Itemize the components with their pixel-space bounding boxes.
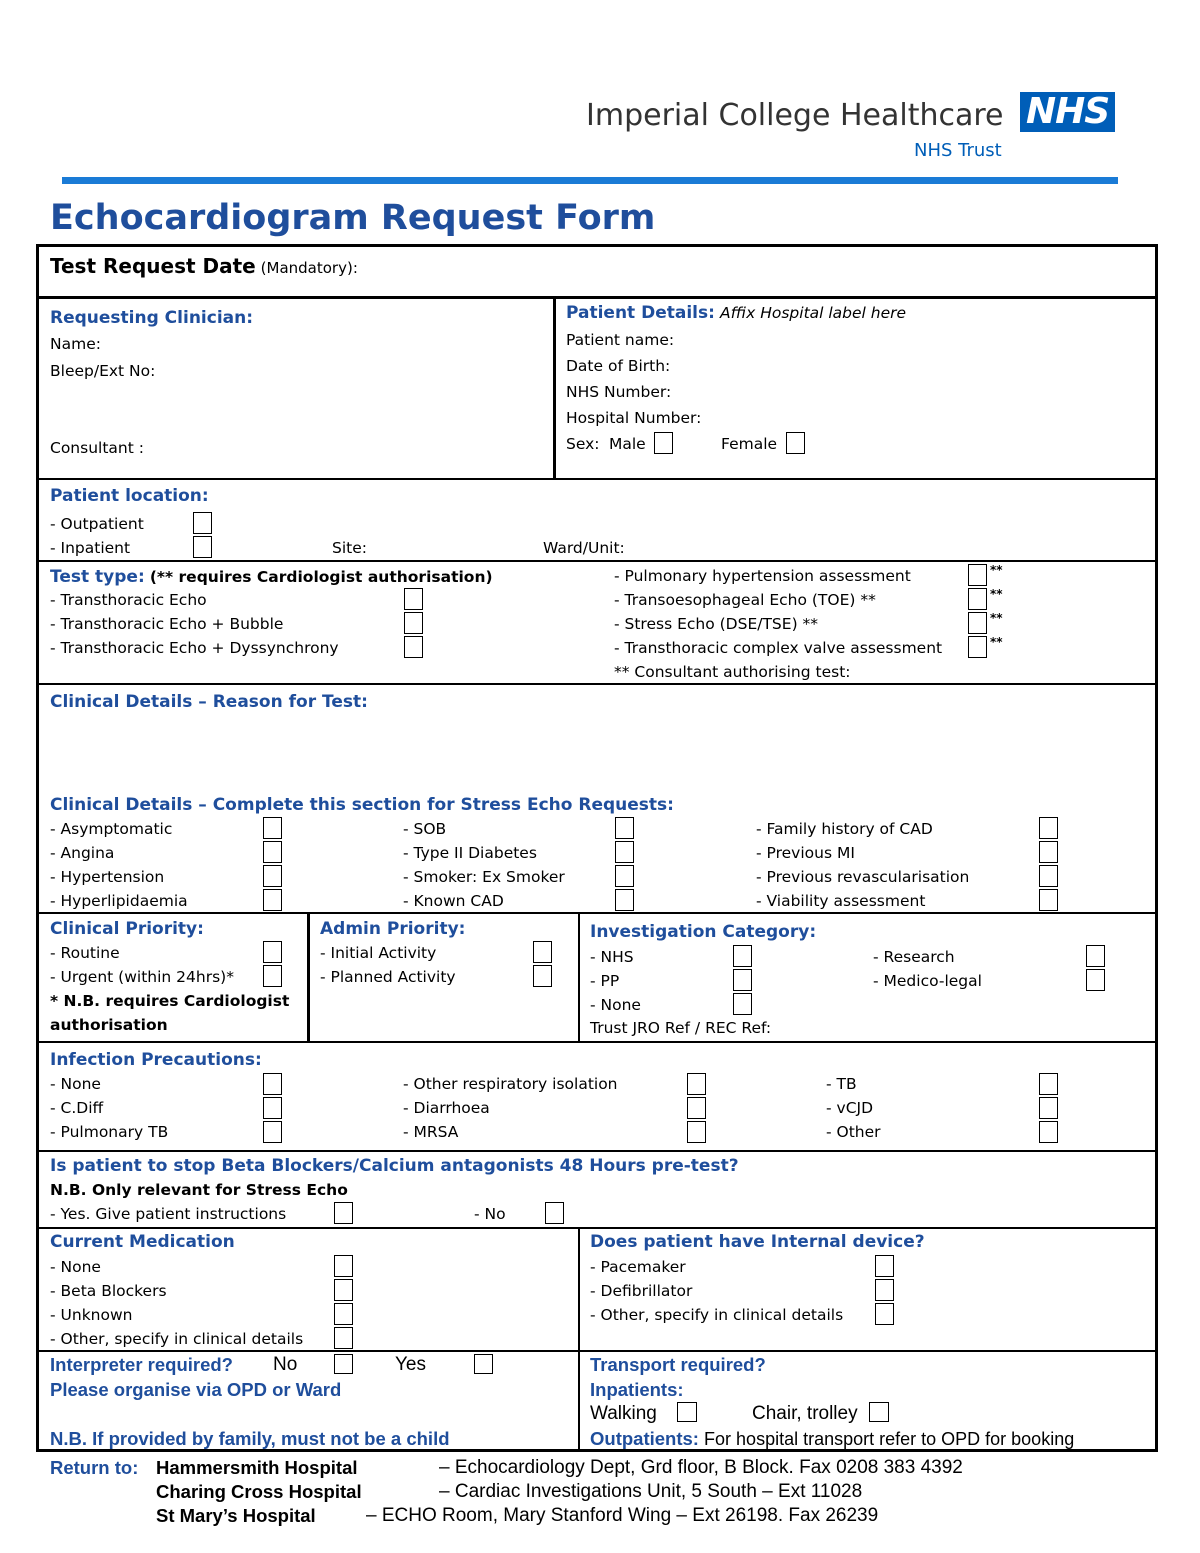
respiratory-isolation-checkbox[interactable] xyxy=(687,1073,706,1095)
admin-initial: - Initial Activity xyxy=(320,944,437,962)
pulm-htn-checkbox[interactable] xyxy=(968,564,987,586)
med-unknown-checkbox[interactable] xyxy=(334,1303,353,1325)
clinical-reason-field[interactable] xyxy=(50,716,1140,790)
device-0: - Pacemaker xyxy=(590,1258,686,1276)
transport-outpatients-text: For hospital transport refer to OPD for booking xyxy=(704,1429,1075,1449)
patient-hospital-number[interactable]: Hospital Number: xyxy=(566,409,702,427)
divider xyxy=(36,1150,1158,1152)
infection-col3-0: - TB xyxy=(826,1075,857,1093)
clinician-consultant[interactable]: Consultant : xyxy=(50,439,144,457)
sob-checkbox[interactable] xyxy=(615,817,634,839)
patient-female-label: Female xyxy=(721,435,778,453)
device-other-checkbox[interactable] xyxy=(875,1303,894,1325)
divider xyxy=(36,1041,1158,1043)
divider xyxy=(36,1227,1158,1229)
stars-3: ** xyxy=(990,635,1003,649)
vcjd-checkbox[interactable] xyxy=(1039,1097,1058,1119)
beta-no-checkbox[interactable] xyxy=(545,1202,564,1224)
medico-legal-checkbox[interactable] xyxy=(1086,969,1105,991)
infection-col3-2: - Other xyxy=(826,1123,881,1141)
stress-col2-3: - Known CAD xyxy=(403,892,504,910)
interpreter-heading: Interpreter required? xyxy=(50,1354,233,1375)
header-rule xyxy=(62,177,1118,184)
divider xyxy=(553,296,556,480)
priority-nb1: * N.B. requires Cardiologist xyxy=(50,992,290,1010)
beta-yes-checkbox[interactable] xyxy=(334,1202,353,1224)
return-hospital-1: Charing Cross Hospital xyxy=(156,1481,362,1502)
stress-col2-0: - SOB xyxy=(403,820,447,838)
complex-valve-checkbox[interactable] xyxy=(968,636,987,658)
return-detail-0: – Echocardiology Dept, Grd floor, B Block. Fax 0208 383 4392 xyxy=(439,1457,963,1478)
divider xyxy=(36,560,1158,562)
walking-checkbox[interactable] xyxy=(677,1402,697,1422)
urgent-checkbox[interactable] xyxy=(263,965,282,987)
nhs-trust: NHS Trust xyxy=(914,140,1002,161)
test-type-right-1: - Transoesophageal Echo (TOE) ** xyxy=(614,591,876,609)
planned-activity-checkbox[interactable] xyxy=(533,965,552,987)
stress-details-heading: Clinical Details – Complete this section for Stress Echo Requests: xyxy=(50,795,674,815)
investigation-heading: Investigation Category: xyxy=(590,922,817,942)
infection-col1-1: - C.Diff xyxy=(50,1099,104,1117)
clinical-reason-heading: Clinical Details – Reason for Test: xyxy=(50,692,368,712)
return-hospital-0: Hammersmith Hospital xyxy=(156,1457,358,1478)
pacemaker-checkbox[interactable] xyxy=(875,1255,894,1277)
patient-heading-label: Patient Details: xyxy=(566,303,715,323)
interpreter-nb: N.B. If provided by family, must not be a child xyxy=(50,1428,450,1449)
male-checkbox[interactable] xyxy=(654,432,673,454)
tte-dyssynchrony-checkbox[interactable] xyxy=(404,636,423,658)
test-type-right-3: - Transthoracic complex valve assessment xyxy=(614,639,943,657)
investigation-right-0: - Research xyxy=(873,948,955,966)
transport-outpatients-label: Outpatients: xyxy=(590,1428,699,1449)
hyperlipidaemia-checkbox[interactable] xyxy=(263,889,282,911)
revascularisation-checkbox[interactable] xyxy=(1039,865,1058,887)
test-type-note: (** requires Cardiologist authorisation) xyxy=(149,568,493,586)
other-infection-checkbox[interactable] xyxy=(1039,1121,1058,1143)
test-type-right-2: - Stress Echo (DSE/TSE) ** xyxy=(614,615,819,633)
stars-2: ** xyxy=(990,611,1003,625)
device-heading: Does patient have Internal device? xyxy=(590,1232,925,1252)
device-2: - Other, specify in clinical details xyxy=(590,1306,844,1324)
diabetes-checkbox[interactable] xyxy=(615,841,634,863)
admin-priority-heading: Admin Priority: xyxy=(320,919,466,939)
location-heading: Patient location: xyxy=(50,486,209,506)
divider xyxy=(36,478,1158,480)
medication-heading: Current Medication xyxy=(50,1232,235,1252)
divider xyxy=(578,912,580,1042)
infection-col1-0: - None xyxy=(50,1075,101,1093)
divider xyxy=(36,1350,1158,1352)
stress-echo-checkbox[interactable] xyxy=(968,612,987,634)
med-none-checkbox[interactable] xyxy=(334,1255,353,1277)
test-request-date[interactable] xyxy=(50,254,358,278)
clinician-name[interactable]: Name: xyxy=(50,335,101,353)
med-other-checkbox[interactable] xyxy=(334,1327,353,1349)
stars-0: ** xyxy=(990,563,1003,577)
priority-routine: - Routine xyxy=(50,944,120,962)
stars-1: ** xyxy=(990,587,1003,601)
stress-col3-0: - Family history of CAD xyxy=(756,820,933,838)
priority-urgent: - Urgent (within 24hrs)* xyxy=(50,968,234,986)
investigation-left-0: - NHS xyxy=(590,948,634,966)
chair-trolley-checkbox[interactable] xyxy=(869,1402,889,1422)
return-detail-2: – ECHO Room, Mary Stanford Wing – Ext 26198. Fax 26239 xyxy=(366,1505,879,1526)
stress-col1-2: - Hypertension xyxy=(50,868,165,886)
patient-male-label: Male xyxy=(609,435,646,453)
test-type-left-0: - Transthoracic Echo xyxy=(50,591,207,609)
family-history-checkbox[interactable] xyxy=(1039,817,1058,839)
stress-col1-0: - Asymptomatic xyxy=(50,820,173,838)
asymptomatic-checkbox[interactable] xyxy=(263,817,282,839)
consultant-authorising[interactable]: ** Consultant authorising test: xyxy=(614,663,851,681)
research-checkbox[interactable] xyxy=(1086,945,1105,967)
patient-affix: Affix Hospital label here xyxy=(720,304,907,322)
stress-col1-1: - Angina xyxy=(50,844,115,862)
beta-heading: Is patient to stop Beta Blockers/Calcium antagonists 48 Hours pre-test? xyxy=(50,1156,739,1176)
routine-checkbox[interactable] xyxy=(263,941,282,963)
patient-dob[interactable]: Date of Birth: xyxy=(566,357,671,375)
divider xyxy=(36,912,1158,914)
medication-0: - None xyxy=(50,1258,101,1276)
priority-nb2: authorisation xyxy=(50,1016,168,1034)
location-inpatient: - Inpatient xyxy=(50,539,131,557)
device-1: - Defibrillator xyxy=(590,1282,693,1300)
test-type-heading xyxy=(50,567,493,587)
transport-outpatients xyxy=(590,1428,1074,1450)
viability-checkbox[interactable] xyxy=(1039,889,1058,911)
infection-col2-0: - Other respiratory isolation xyxy=(403,1075,618,1093)
patient-nhs-number[interactable]: NHS Number: xyxy=(566,383,672,401)
org-name: Imperial College Healthcare xyxy=(586,98,1004,133)
transport-heading: Transport required? xyxy=(590,1354,766,1375)
stress-col3-3: - Viability assessment xyxy=(756,892,926,910)
investigation-left-2: - None xyxy=(590,996,641,1014)
interpreter-no: No xyxy=(273,1354,298,1375)
medication-1: - Beta Blockers xyxy=(50,1282,167,1300)
test-type-label: Test type: xyxy=(50,567,145,587)
outpatient-checkbox[interactable] xyxy=(193,512,212,534)
tte-bubble-checkbox[interactable] xyxy=(404,612,423,634)
transport-chair: Chair, trolley xyxy=(752,1403,858,1424)
tte-checkbox[interactable] xyxy=(404,588,423,610)
med-beta-checkbox[interactable] xyxy=(334,1279,353,1301)
return-detail-1: – Cardiac Investigations Unit, 5 South – Ext 11028 xyxy=(439,1481,863,1502)
test-request-note: (Mandatory): xyxy=(260,259,358,277)
known-cad-checkbox[interactable] xyxy=(615,889,634,911)
test-type-right-0: - Pulmonary hypertension assessment xyxy=(614,567,911,585)
divider xyxy=(307,912,310,1042)
location-outpatient: - Outpatient xyxy=(50,515,144,533)
location-ward[interactable]: Ward/Unit: xyxy=(543,539,625,557)
infection-heading: Infection Precautions: xyxy=(50,1050,262,1070)
infection-none-checkbox[interactable] xyxy=(263,1073,282,1095)
hypertension-checkbox[interactable] xyxy=(263,865,282,887)
nhs-logo: NHS xyxy=(1020,92,1115,132)
pp-checkbox[interactable] xyxy=(733,969,752,991)
previous-mi-checkbox[interactable] xyxy=(1039,841,1058,863)
test-type-left-1: - Transthoracic Echo + Bubble xyxy=(50,615,284,633)
stress-col2-1: - Type II Diabetes xyxy=(403,844,537,862)
female-checkbox[interactable] xyxy=(786,432,805,454)
clinical-priority-heading: Clinical Priority: xyxy=(50,919,204,939)
clinician-heading: Requesting Clinician: xyxy=(50,308,254,328)
stress-col2-2: - Smoker: Ex Smoker xyxy=(403,868,565,886)
beta-nb: N.B. Only relevant for Stress Echo xyxy=(50,1181,348,1199)
clinician-bleep[interactable]: Bleep/Ext No: xyxy=(50,362,156,380)
tb-checkbox[interactable] xyxy=(1039,1073,1058,1095)
inpatient-checkbox[interactable] xyxy=(193,536,212,558)
patient-heading xyxy=(566,303,906,323)
mrsa-checkbox[interactable] xyxy=(687,1121,706,1143)
investigation-left-1: - PP xyxy=(590,972,620,990)
defibrillator-checkbox[interactable] xyxy=(875,1279,894,1301)
interpreter-yes-checkbox[interactable] xyxy=(474,1354,493,1374)
page-title: Echocardiogram Request Form xyxy=(50,198,656,238)
nhs-checkbox[interactable] xyxy=(733,945,752,967)
location-site[interactable]: Site: xyxy=(332,539,367,557)
infection-col2-1: - Diarrhoea xyxy=(403,1099,490,1117)
divider xyxy=(578,1227,580,1451)
divider xyxy=(36,683,1158,685)
infection-col3-1: - vCJD xyxy=(826,1099,874,1117)
investigation-ref[interactable]: Trust JRO Ref / REC Ref: xyxy=(590,1019,772,1037)
medication-2: - Unknown xyxy=(50,1306,133,1324)
infection-col1-2: - Pulmonary TB xyxy=(50,1123,169,1141)
investigation-right-1: - Medico-legal xyxy=(873,972,982,990)
initial-activity-checkbox[interactable] xyxy=(533,941,552,963)
stress-col3-1: - Previous MI xyxy=(756,844,855,862)
angina-checkbox[interactable] xyxy=(263,841,282,863)
toe-checkbox[interactable] xyxy=(968,588,987,610)
divider xyxy=(36,296,1158,299)
test-request-label: Test Request Date xyxy=(50,254,256,278)
medication-3: - Other, specify in clinical details xyxy=(50,1330,304,1348)
patient-name[interactable]: Patient name: xyxy=(566,331,675,349)
transport-walking: Walking xyxy=(590,1403,657,1424)
none-category-checkbox[interactable] xyxy=(733,993,752,1015)
interpreter-no-checkbox[interactable] xyxy=(334,1354,353,1374)
patient-sex-label: Sex: xyxy=(566,435,600,453)
diarrhoea-checkbox[interactable] xyxy=(687,1097,706,1119)
transport-inpatients: Inpatients: xyxy=(590,1379,684,1400)
stress-col3-2: - Previous revascularisation xyxy=(756,868,970,886)
admin-planned: - Planned Activity xyxy=(320,968,456,986)
smoker-checkbox[interactable] xyxy=(615,865,634,887)
beta-yes: - Yes. Give patient instructions xyxy=(50,1205,287,1223)
infection-col2-2: - MRSA xyxy=(403,1123,459,1141)
test-type-left-2: - Transthoracic Echo + Dyssynchrony xyxy=(50,639,339,657)
pulmonary-tb-checkbox[interactable] xyxy=(263,1121,282,1143)
interpreter-organise: Please organise via OPD or Ward xyxy=(50,1379,342,1400)
cdiff-checkbox[interactable] xyxy=(263,1097,282,1119)
return-hospital-2: St Mary’s Hospital xyxy=(156,1505,316,1526)
return-label: Return to: xyxy=(50,1457,139,1478)
interpreter-yes: Yes xyxy=(395,1354,426,1375)
beta-no: - No xyxy=(474,1205,506,1223)
stress-col1-3: - Hyperlipidaemia xyxy=(50,892,188,910)
